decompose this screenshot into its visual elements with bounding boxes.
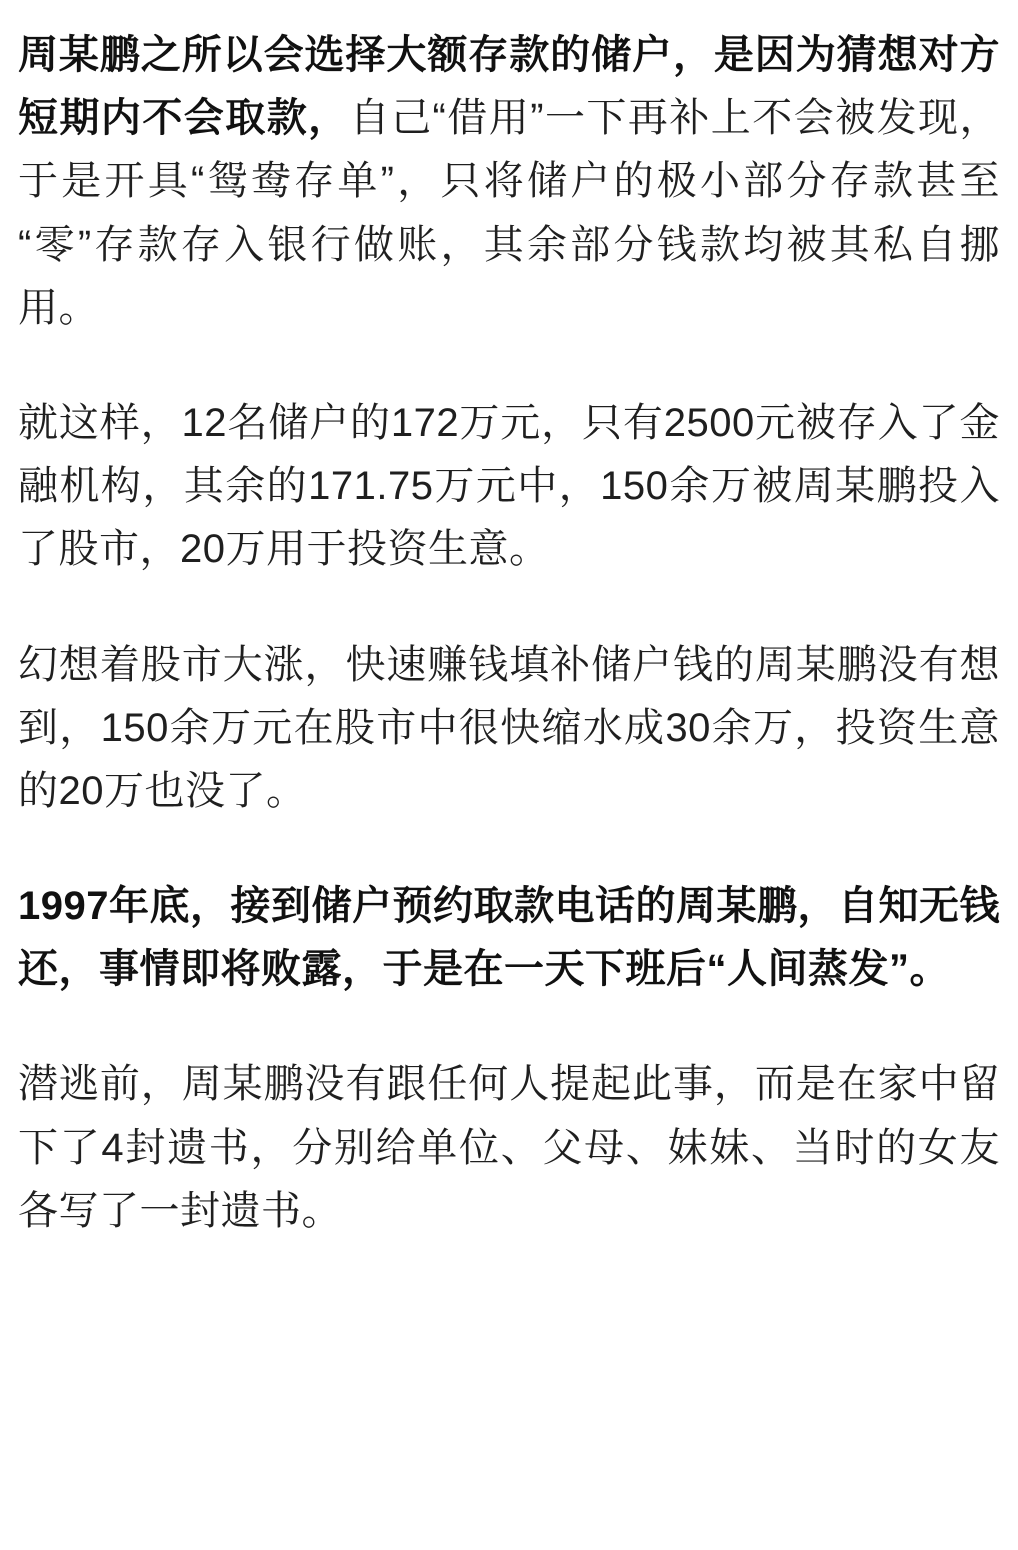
paragraph-2: 就这样，12名储户的172万元，只有2500元被存入了金融机构，其余的171.75万元中，150余万被周某鹏投入了股市，20万用于投资生意。 xyxy=(18,400,1000,572)
paragraph-5: 潜逃前，周某鹏没有跟任何人提起此事，而是在家中留下了4封遗书，分别给单位、父母、妹妹、当时的女友各写了一封遗书。 xyxy=(18,1062,1000,1233)
paragraph-1 xyxy=(18,24,1000,340)
paragraph-1-rest: 自己“借用”一下再补上不会被发现，于是开具“鸳鸯存单”，只将储户的极小部分存款甚至“零”存款存入银行做账，其余部分钱款均被其私自挪用。 xyxy=(18,96,1001,330)
paragraph-1-bold-lead: 周某鹏之所以会选择大额存款的储户，是因为猜想对方短期内不会取款， xyxy=(18,33,1000,141)
paragraph-3: 幻想着股市大涨，快速赚钱填补储户钱的周某鹏没有想到，150余万元在股市中很快缩水成30余万，投资生意的20万也没了。 xyxy=(18,642,1000,813)
paragraph-4: 1997年底，接到储户预约取款电话的周某鹏，自知无钱还，事情即将败露，于是在一天下班后“人间蒸发”。 xyxy=(18,884,1000,992)
